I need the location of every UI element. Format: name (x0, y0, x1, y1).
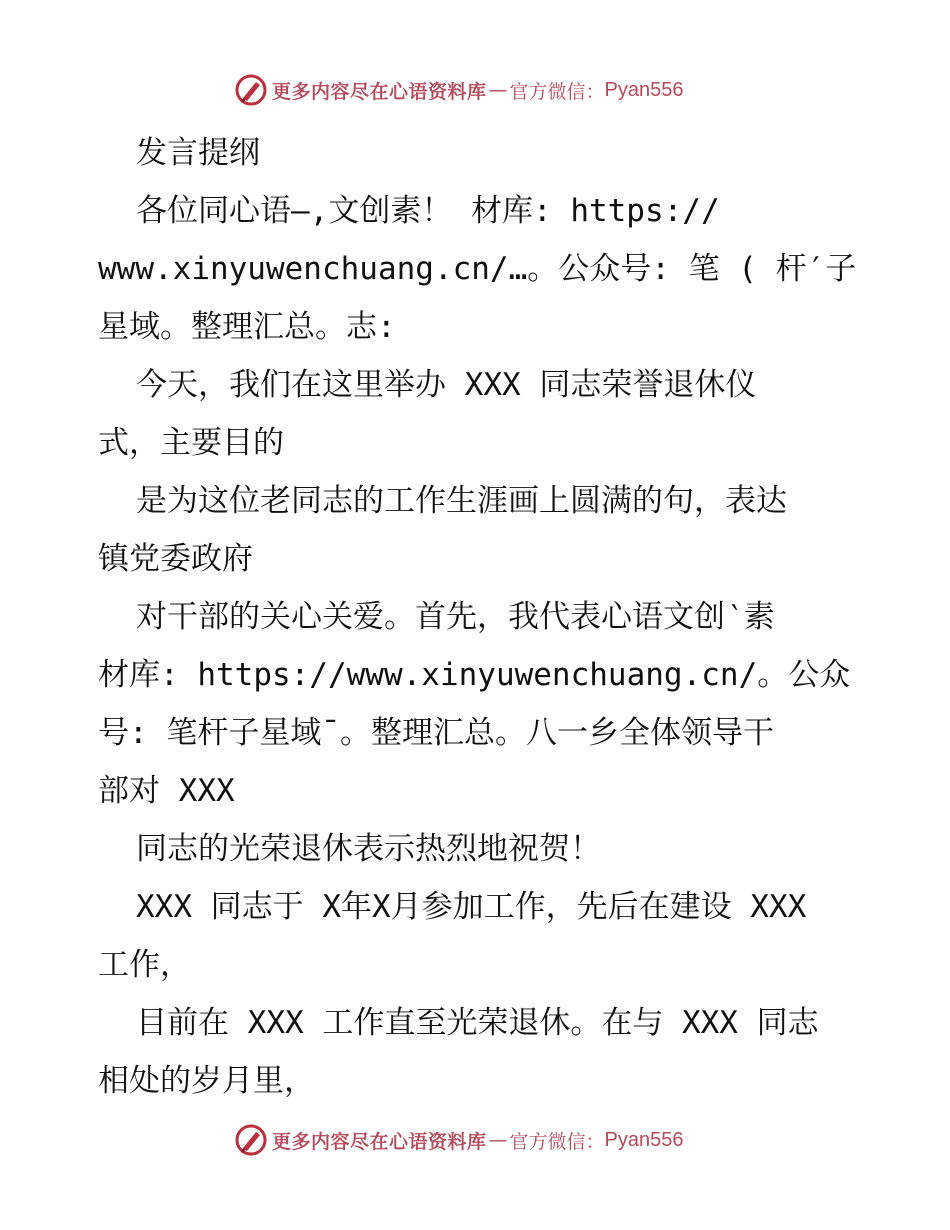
doc-line: 相处的岁月里， (98, 1063, 315, 1099)
header-banner (234, 72, 684, 108)
doc-line: 镇党委政府 (98, 541, 253, 577)
doc-line: XXX 同志于 X年X月参加工作，先后在建设 XXX (136, 889, 807, 925)
header-wechat-id: Pyan556 (604, 78, 684, 101)
footer-separator: — (488, 1129, 508, 1151)
document-body (98, 124, 868, 1110)
header-official-label: 官方微信： (509, 80, 605, 103)
doc-line: 号: 笔杆子星域¯。整理汇总。八一乡全体领导干 (98, 715, 774, 751)
footer-brand-text: 更多内容尽在心语资料库 (272, 1130, 487, 1153)
doc-line: 工作， (98, 947, 191, 983)
doc-line: 对干部的关心关爱。首先，我代表心语文创‵素 (136, 599, 775, 635)
pen-logo-icon (234, 1123, 268, 1157)
doc-line: 目前在 XXX 工作直至光荣退休。在与 XXX 同志 (136, 1005, 819, 1041)
header-separator: — (488, 79, 508, 101)
doc-line: 部对 XXX (98, 773, 235, 809)
footer-wechat-id: Pyan556 (604, 1128, 684, 1151)
doc-line: 是为这位老同志的工作生涯画上圆满的句，表达 (136, 483, 787, 519)
footer-banner (234, 1122, 684, 1158)
doc-line: 式，主要目的 (98, 425, 284, 461)
doc-line: www.xinyuwenchuang.cn/…。公众号: 笔 ( 杆′子 (98, 251, 857, 287)
doc-line: 发言提纲 (136, 135, 260, 171)
footer-official-label: 官方微信： (509, 1130, 605, 1153)
doc-line: 星域。整理汇总。志: (98, 309, 396, 345)
doc-line: 各位同心语—,文创素！ 材库: https:// (136, 193, 720, 229)
header-brand-text: 更多内容尽在心语资料库 (272, 80, 487, 103)
pen-logo-icon (234, 73, 268, 107)
doc-line: 同志的光荣退休表示热烈地祝贺！ (136, 831, 601, 867)
doc-line: 材库: https://www.xinyuwenchuang.cn/。公众 (98, 657, 851, 693)
doc-line: 今天，我们在这里举办 XXX 同志荣誉退休仪 (136, 367, 757, 403)
